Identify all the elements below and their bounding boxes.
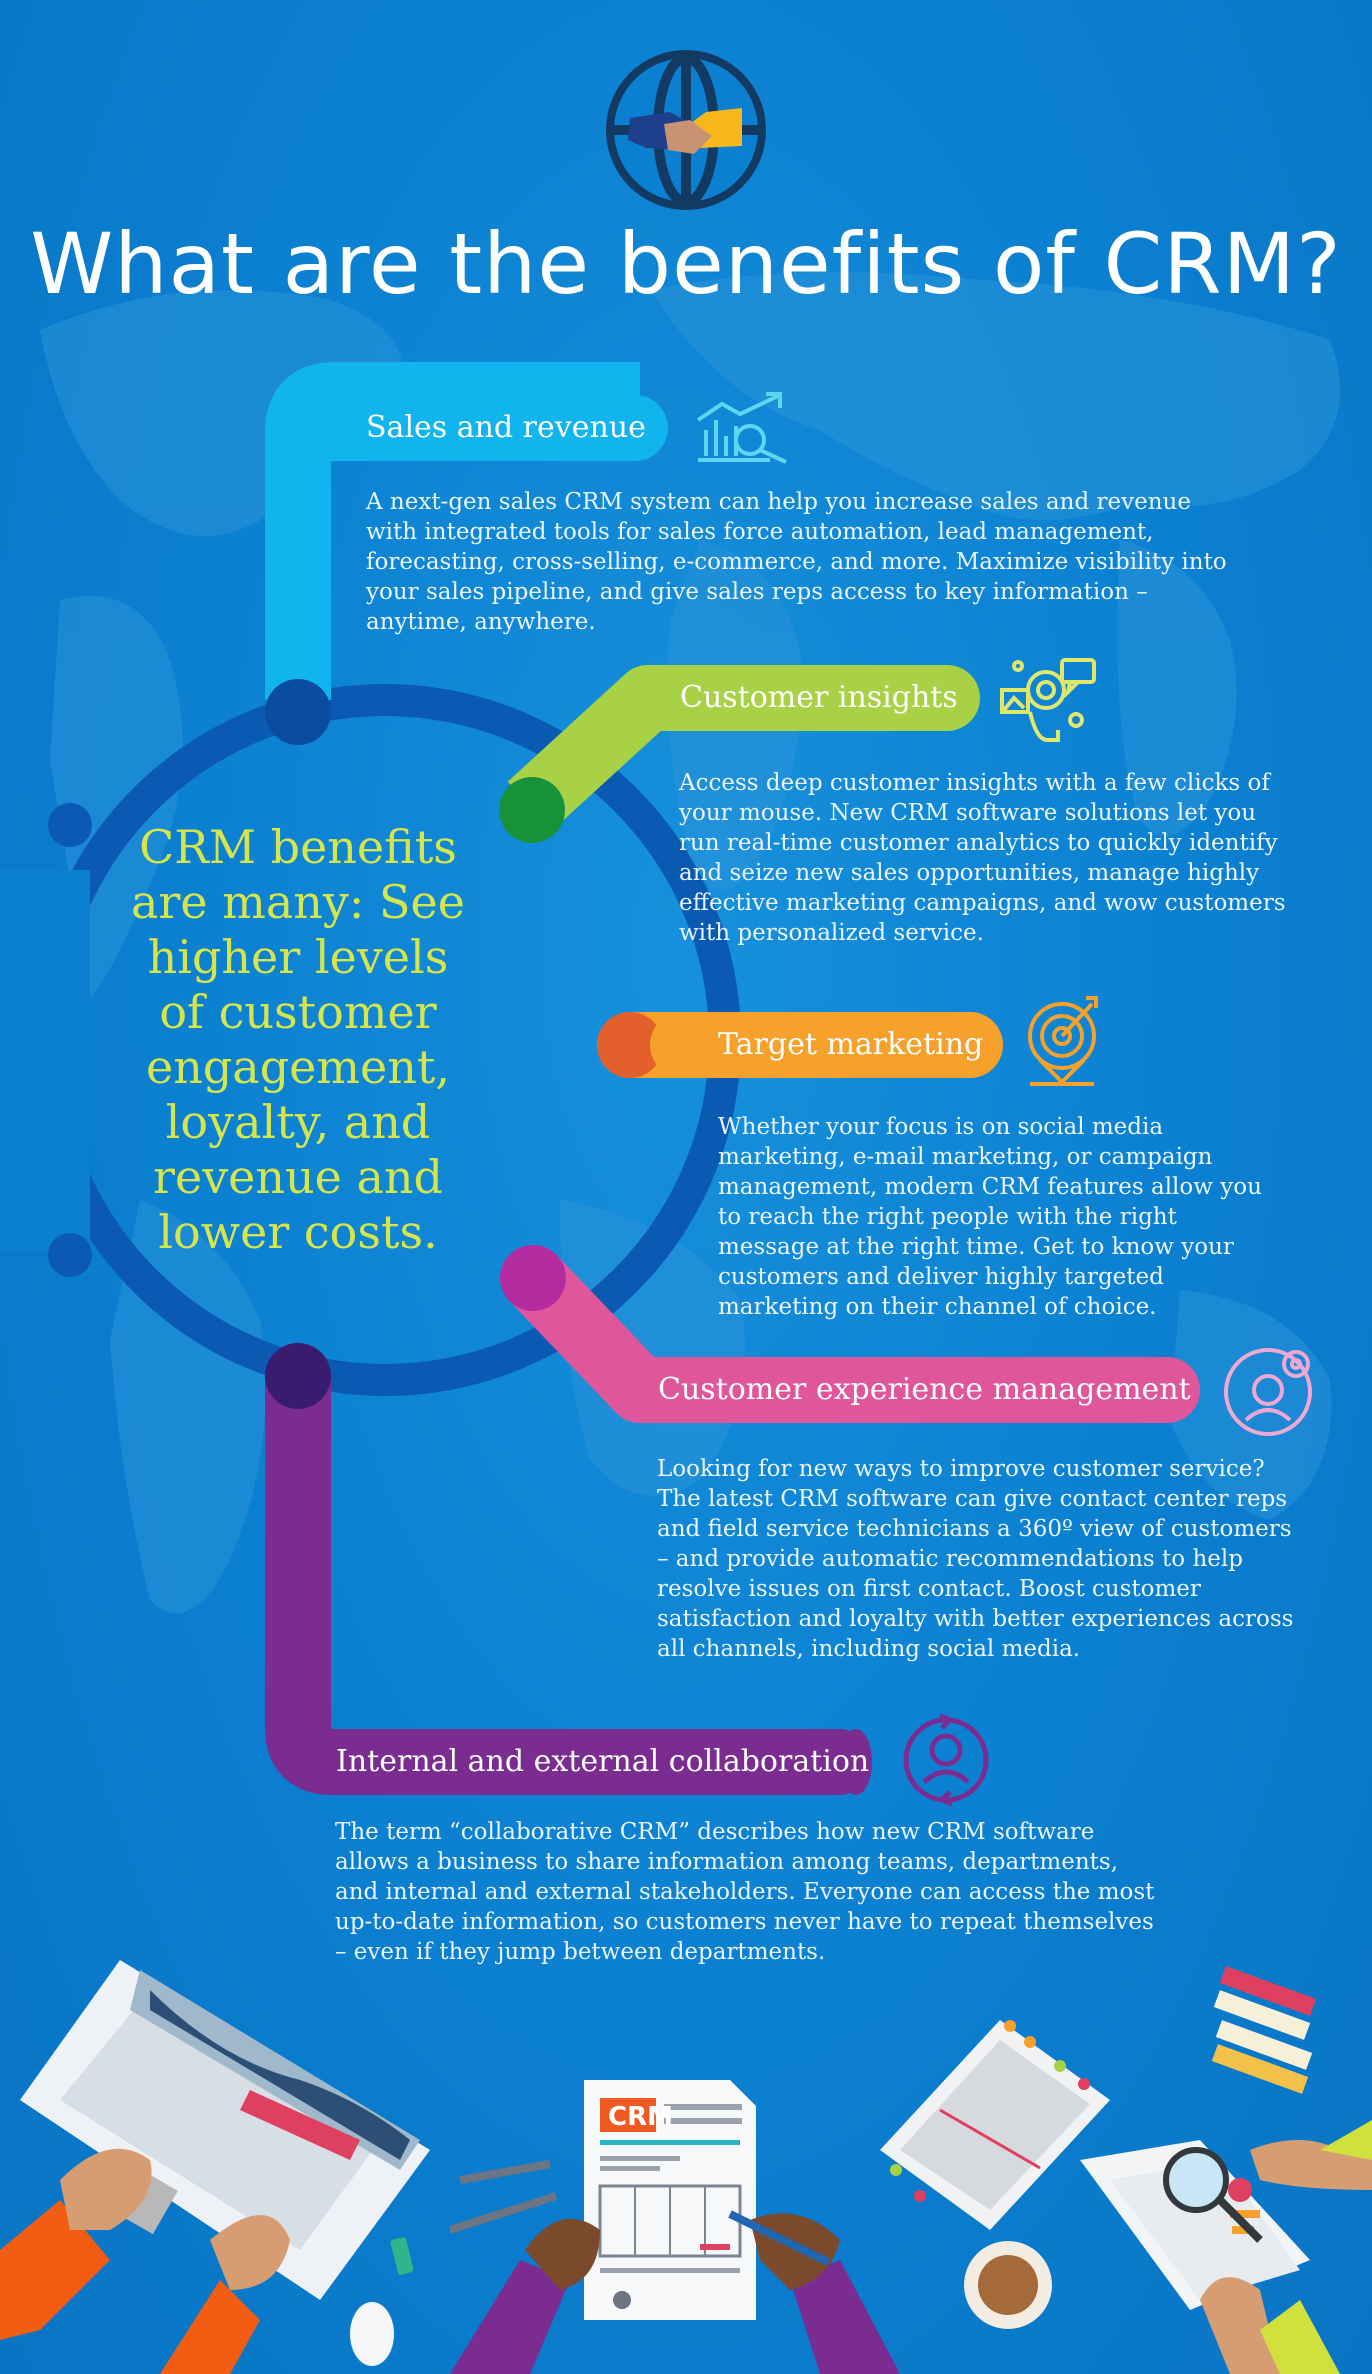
desk-illustration <box>0 1960 1372 2374</box>
center-summary-text: CRM benefits are many: See higher levels of customer engagement, loyalty, and revenue and lower costs. <box>131 820 465 1259</box>
handshake-globe-icon <box>606 50 766 210</box>
section-body-sales: A next-gen sales CRM system can help you increase sales and revenue with integrated tools for sales force automation, lead management, forecasting, cross-selling, e-commerce, and more. Maximize visibility into your sales pipeline, and give sales reps access to key information – anytime, anywhere. <box>366 489 1227 635</box>
section-heading-label: Customer experience management <box>658 1372 1191 1407</box>
sales-node <box>265 679 331 745</box>
collaboration-user-icon <box>906 1716 986 1804</box>
books-icon <box>1212 1966 1316 2094</box>
section-heading-target <box>650 1012 1002 1078</box>
section-heading-experience <box>610 1357 1200 1423</box>
page-title: What are the benefits of CRM? <box>30 215 1342 313</box>
section-body-collaboration: The term “collaborative CRM” describes how new CRM software allows a business to share information among teams, departments, and internal and external stakeholders. Everyone can access the most up-to-date information, so customers never have to repeat themselves – even if they jump between departments. <box>335 1819 1155 1965</box>
section-heading-label: Internal and external collaboration <box>336 1744 870 1779</box>
section-body-target: Whether your focus is on social media marketing, e-mail marketing, or campaign management, modern CRM features allow you to reach the right people with the right message at the right time. Get to know your customers and deliver highly targeted marketing on their channel of choice. <box>718 1114 1262 1320</box>
section-heading-label: Customer insights <box>680 680 958 715</box>
insights-lightbulb-icon <box>1002 660 1094 740</box>
section-heading-insights <box>630 665 980 731</box>
section-heading-label: Sales and revenue <box>366 410 646 445</box>
insights-node <box>499 777 565 843</box>
section-body-insights: Access deep customer insights with a few clicks of your mouse. New CRM software solutions let you run real-time customer analytics to quickly identify and seize new sales opportunities, manage highly effective marketing campaigns, and wow customers with personalized service. <box>679 770 1286 946</box>
section-body-experience: Looking for new ways to improve customer service? The latest CRM software can give contact center reps and field service technicians a 360º view of customers – and provide automatic recommendations to help resolve issues on first contact. Boost customer satisfaction and loyalty with better experiences across all channels, including social media. <box>657 1456 1294 1662</box>
target-pin-icon <box>1030 998 1096 1084</box>
section-heading-sales <box>298 395 668 461</box>
crm-doc-label: CRM <box>608 2102 673 2132</box>
notebook-icon <box>880 2020 1110 2230</box>
section-heading-label: Target marketing <box>718 1027 984 1062</box>
collaboration-node <box>265 1343 331 1409</box>
mouse-icon <box>350 2302 394 2366</box>
section-heading-collaboration <box>298 1729 872 1795</box>
experience-node <box>500 1245 566 1311</box>
